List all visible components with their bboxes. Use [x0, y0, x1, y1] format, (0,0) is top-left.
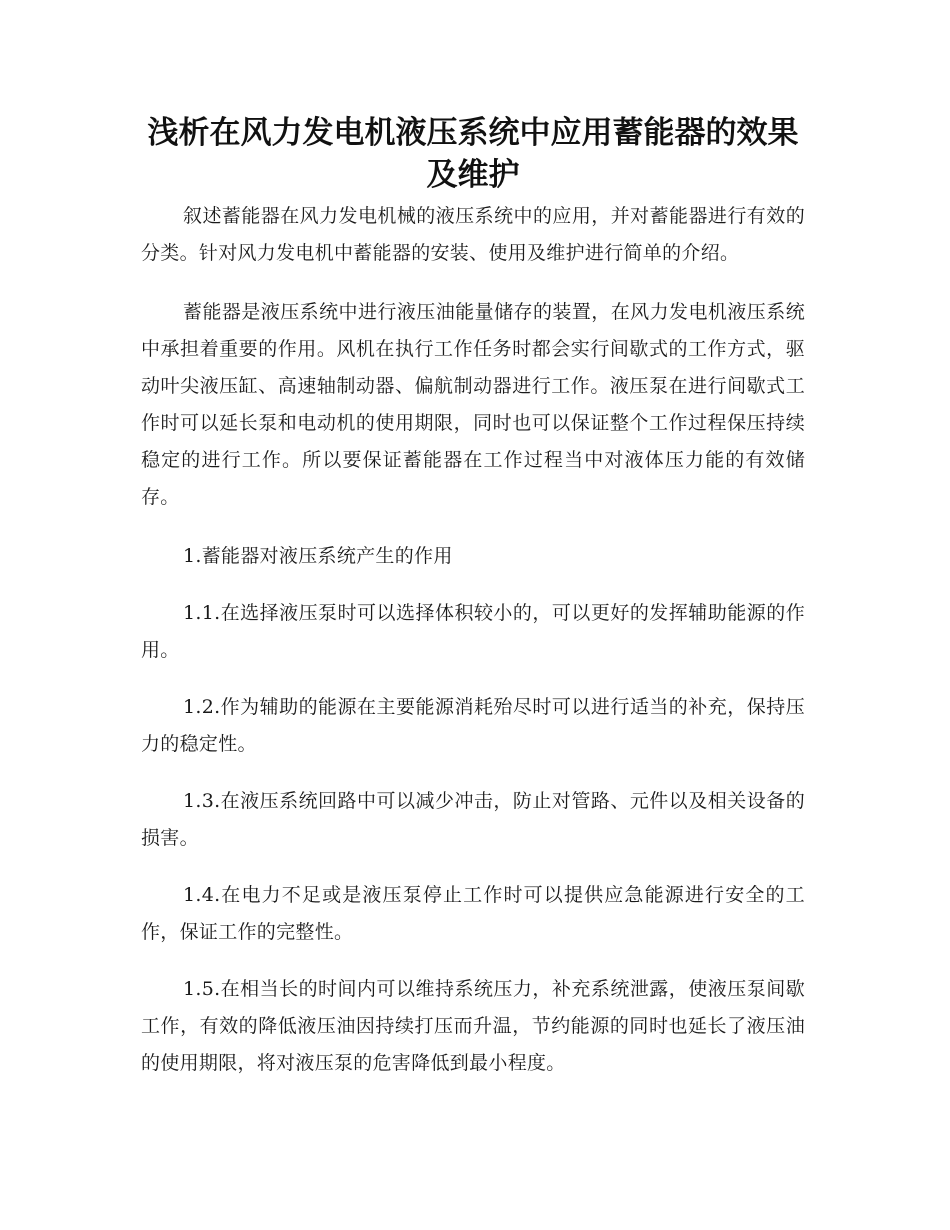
title-line-2: 及维护: [426, 157, 520, 193]
document-title: [141, 112, 805, 196]
list-item: 1.4.在电力不足或是液压泵停止工作时可以提供应急能源进行安全的工作，保证工作的完整性。: [141, 884, 805, 943]
abstract-paragraph: 叙述蓄能器在风力发电机械的液压系统中的应用，并对蓄能器进行有效的分类。针对风力发电机中蓄能器的安装、使用及维护进行简单的介绍。: [141, 205, 805, 264]
list-item: 1.1.在选择液压泵时可以选择体积较小的，可以更好的发挥辅助能源的作用。: [141, 602, 805, 661]
title-line-1: 浅析在风力发电机液压系统中应用蓄能器的效果: [147, 115, 799, 151]
list-item: 1.3.在液压系统回路中可以减少冲击，防止对管路、元件以及相关设备的损害。: [141, 790, 805, 849]
intro-paragraph: 蓄能器是液压系统中进行液压油能量储存的装置，在风力发电机液压系统中承担着重要的作用。风机在执行工作任务时都会实行间歇式的工作方式，驱动叶尖液压缸、高速轴制动器、偏航制动器进行工作。液压泵在进行间歇式工作时可以延长泵和电动机的使用期限，同时也可以保证整个工作过程保压持续稳定的进行工作。所以要保证蓄能器在工作过程当中对液体压力能的有效储存。: [141, 301, 805, 508]
list-item: 1.2.作为辅助的能源在主要能源消耗殆尽时可以进行适当的补充，保持压力的稳定性。: [141, 696, 805, 755]
list-item: 1.5.在相当长的时间内可以维持系统压力，补充系统泄露，使液压泵间歇工作，有效的降低液压油因持续打压而升温，节约能源的同时也延长了液压油的使用期限，将对液压泵的危害降低到最小程度。: [141, 978, 805, 1074]
section-heading: 1.蓄能器对液压系统产生的作用: [183, 545, 453, 567]
document-page: [141, 112, 805, 1082]
